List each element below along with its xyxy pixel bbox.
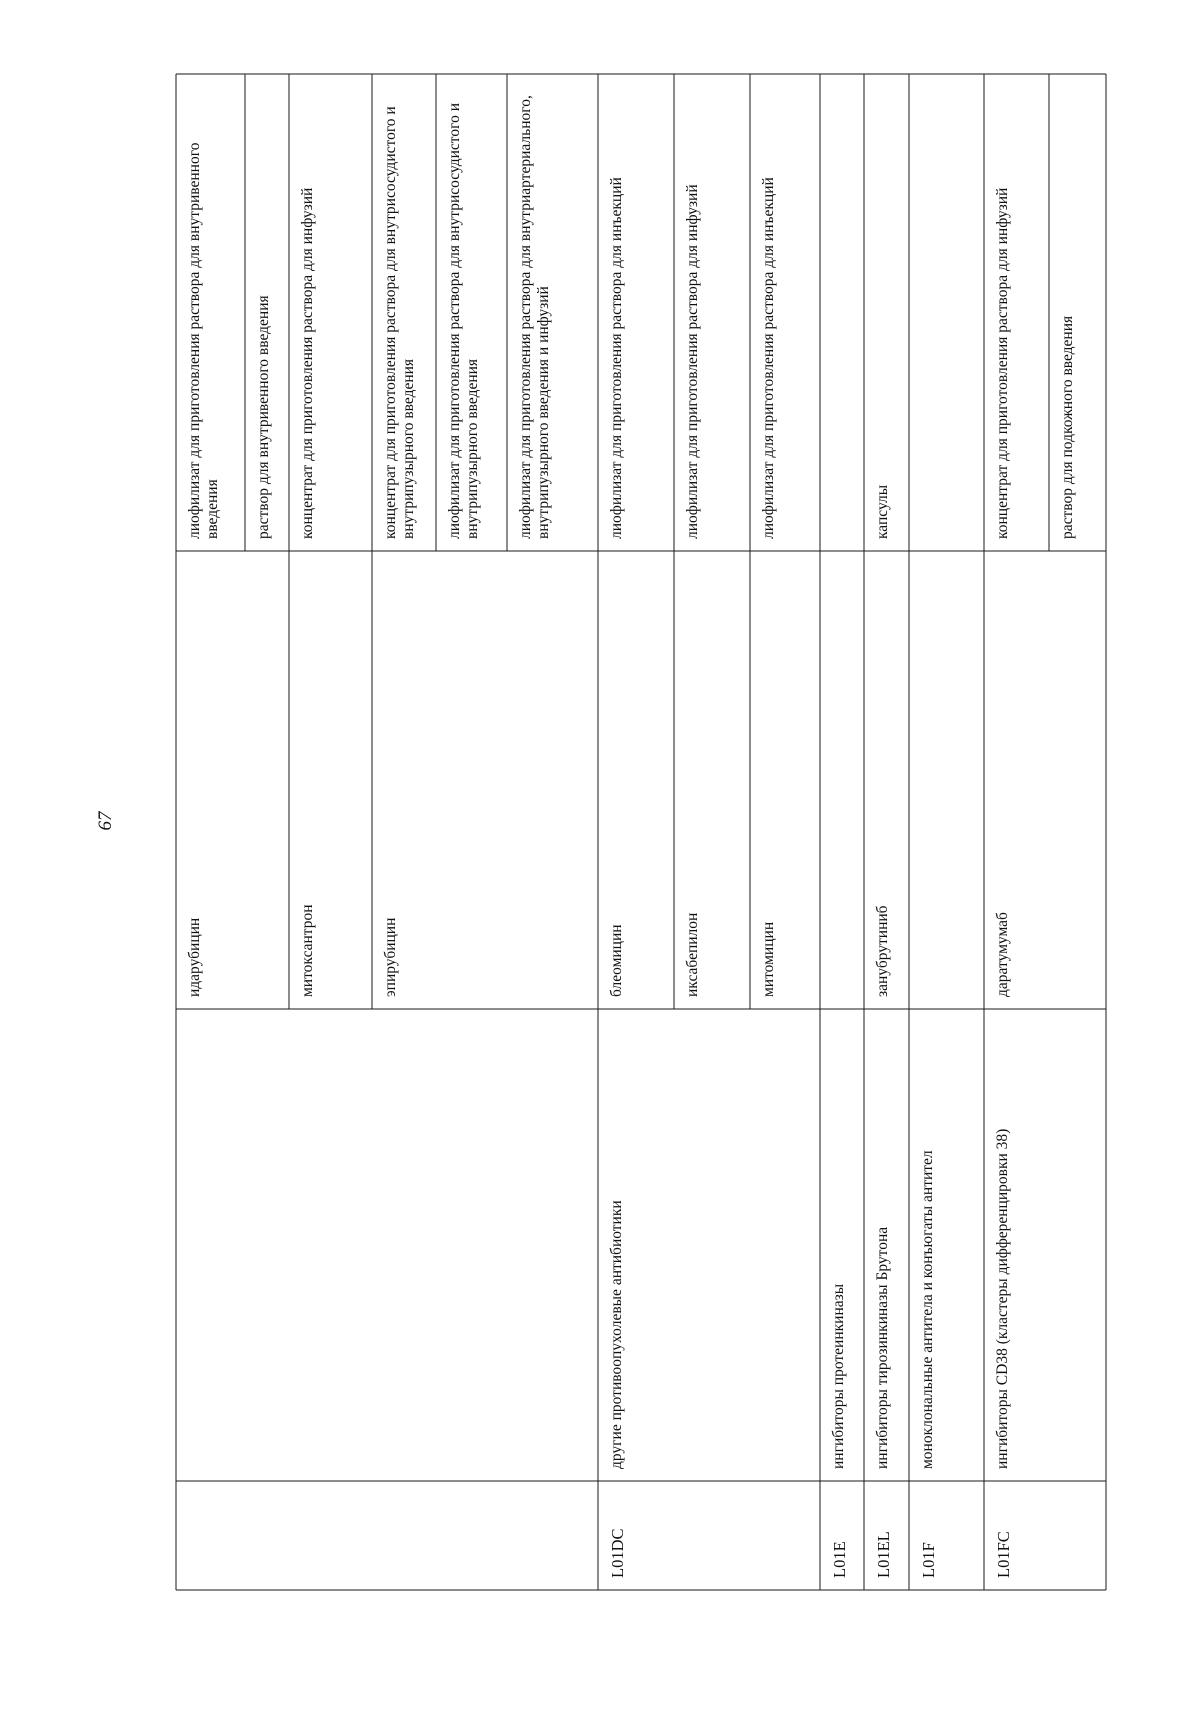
- form-cell: концентрат для приготовления раствора для инфузий: [299, 187, 316, 539]
- drug-cell: иксабепилон: [684, 912, 701, 997]
- form-cell: лиофилизат для приготовления раствора для внутриартериального, внутрипузырного введения и инфузий: [517, 95, 552, 539]
- drug-cell: даратумумаб: [994, 912, 1011, 997]
- group-cell: ингибиторы тирозинкиназы Брутона: [874, 1226, 891, 1469]
- form-cell: лиофилизат для приготовления раствора для инъекций: [760, 177, 777, 539]
- form-cell: лиофилизат для приготовления раствора для внутрисосудистого и внутрипузырного введения: [446, 102, 481, 539]
- drug-cell: митомицин: [760, 921, 777, 997]
- atc-code-cell: L01E: [830, 1541, 849, 1578]
- group-cell: другие противоопухолевые антибиотики: [608, 1200, 625, 1469]
- drug-cell: занубрутиниб: [874, 905, 891, 997]
- page-number: 67: [95, 811, 116, 831]
- group-cell: ингибиторы CD38 (кластеры дифференцировки 38): [994, 1128, 1011, 1469]
- drug-cell: эпирубицин: [382, 917, 399, 997]
- form-cell: раствор для подкожного введения: [1059, 315, 1076, 539]
- atc-code-cell: L01EL: [874, 1531, 893, 1578]
- form-cell: концентрат для приготовления раствора для инфузий: [994, 187, 1011, 539]
- form-cell: концентрат для приготовления раствора для внутрисосудистого и внутрипузырного введения: [382, 106, 417, 539]
- atc-code-cell: L01DC: [608, 1528, 627, 1578]
- drug-cell: идарубицин: [186, 917, 203, 997]
- form-cell: раствор для внутривенного введения: [255, 295, 272, 539]
- atc-code-cell: L01FC: [994, 1531, 1013, 1578]
- group-cell: моноклональные антитела и конъюгаты антител: [919, 1150, 936, 1469]
- drug-cell: блеомицин: [608, 924, 625, 997]
- form-cell: лиофилизат для приготовления раствора для инъекций: [608, 177, 625, 539]
- form-cell: лиофилизат для приготовления раствора для внутривенного введения: [186, 142, 221, 539]
- group-cell: ингибиторы протеинкиназы: [830, 1283, 847, 1469]
- form-cell: капсулы: [874, 484, 891, 539]
- atc-code-cell: L01F: [919, 1542, 938, 1578]
- form-cell: лиофилизат для приготовления раствора для инфузий: [684, 184, 701, 539]
- drug-cell: митоксантрон: [299, 904, 316, 997]
